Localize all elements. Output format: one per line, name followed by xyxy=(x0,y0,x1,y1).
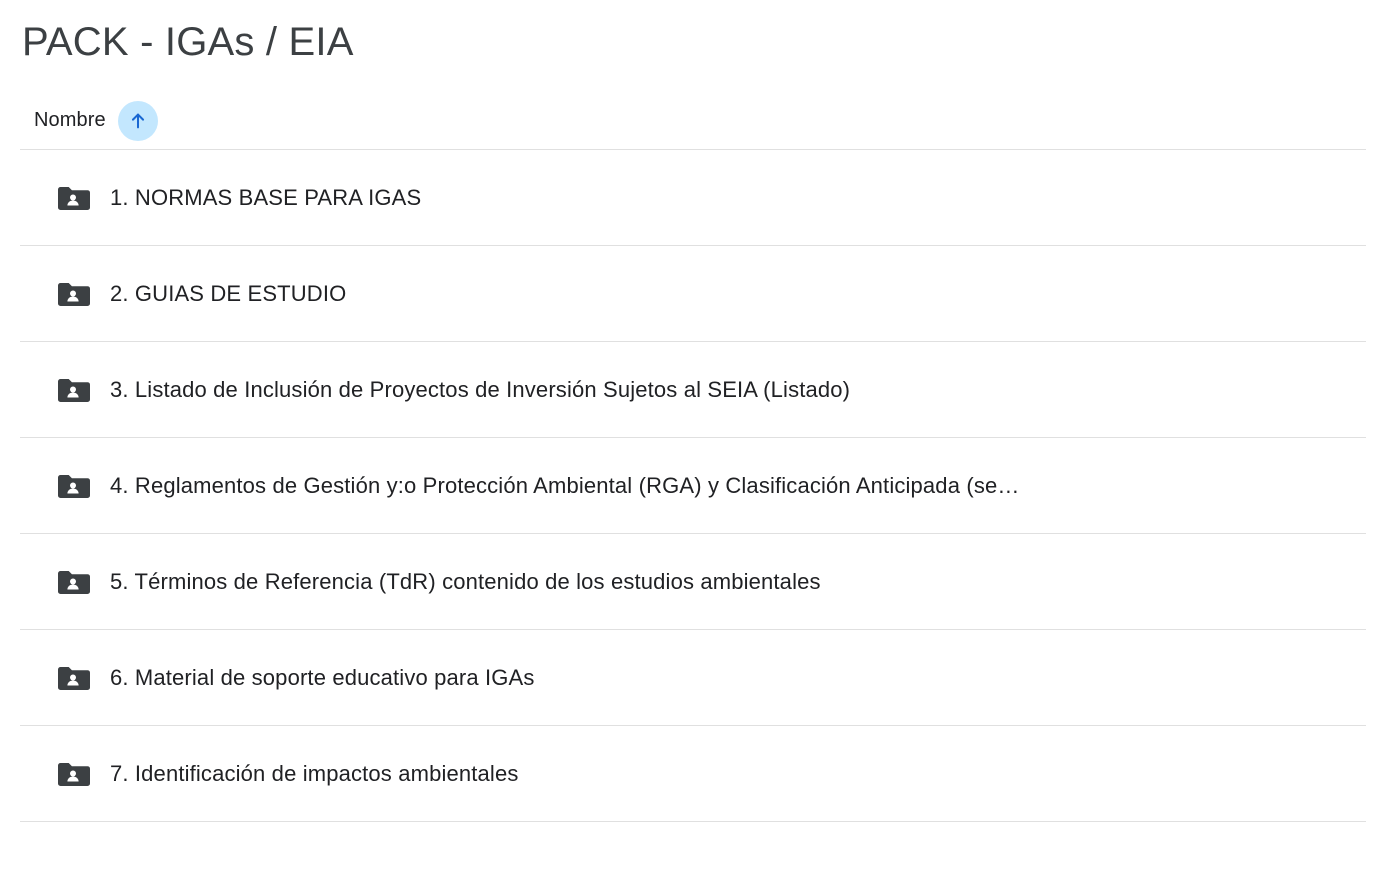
folder-row[interactable] xyxy=(20,150,1366,246)
folder-name: 1. NORMAS BASE PARA IGAS xyxy=(110,184,422,210)
folder-name: 4. Reglamentos de Gestión y:o Protección Ambiental (RGA) y Clasificación Anticipada (se… xyxy=(110,472,1020,498)
folder-row[interactable] xyxy=(20,342,1366,438)
sort-direction-button[interactable] xyxy=(118,101,158,141)
shared-folder-icon xyxy=(56,280,90,308)
shared-folder-icon xyxy=(56,568,90,596)
shared-folder-icon xyxy=(56,184,90,212)
folder-name: 2. GUIAS DE ESTUDIO xyxy=(110,280,347,306)
folder-name: 6. Material de soporte educativo para IGAs xyxy=(110,664,535,690)
folder-row[interactable] xyxy=(20,726,1366,822)
folder-row[interactable] xyxy=(20,246,1366,342)
folder-row[interactable] xyxy=(20,630,1366,726)
folder-name: 5. Términos de Referencia (TdR) contenido de los estudios ambientales xyxy=(110,568,821,594)
folder-list xyxy=(20,150,1366,822)
shared-folder-icon xyxy=(56,376,90,404)
sort-column-label[interactable]: Nombre xyxy=(34,109,106,131)
list-header xyxy=(20,92,1366,150)
page-title: PACK - IGAs / EIA xyxy=(22,20,354,64)
folder-row[interactable] xyxy=(20,438,1366,534)
shared-folder-icon xyxy=(56,760,90,788)
folder-name: 7. Identificación de impactos ambientales xyxy=(110,760,519,786)
folder-row[interactable] xyxy=(20,534,1366,630)
shared-folder-icon xyxy=(56,664,90,692)
folder-name: 3. Listado de Inclusión de Proyectos de Inversión Sujetos al SEIA (Listado) xyxy=(110,376,851,402)
arrow-up-icon xyxy=(127,110,149,132)
shared-folder-icon xyxy=(56,472,90,500)
